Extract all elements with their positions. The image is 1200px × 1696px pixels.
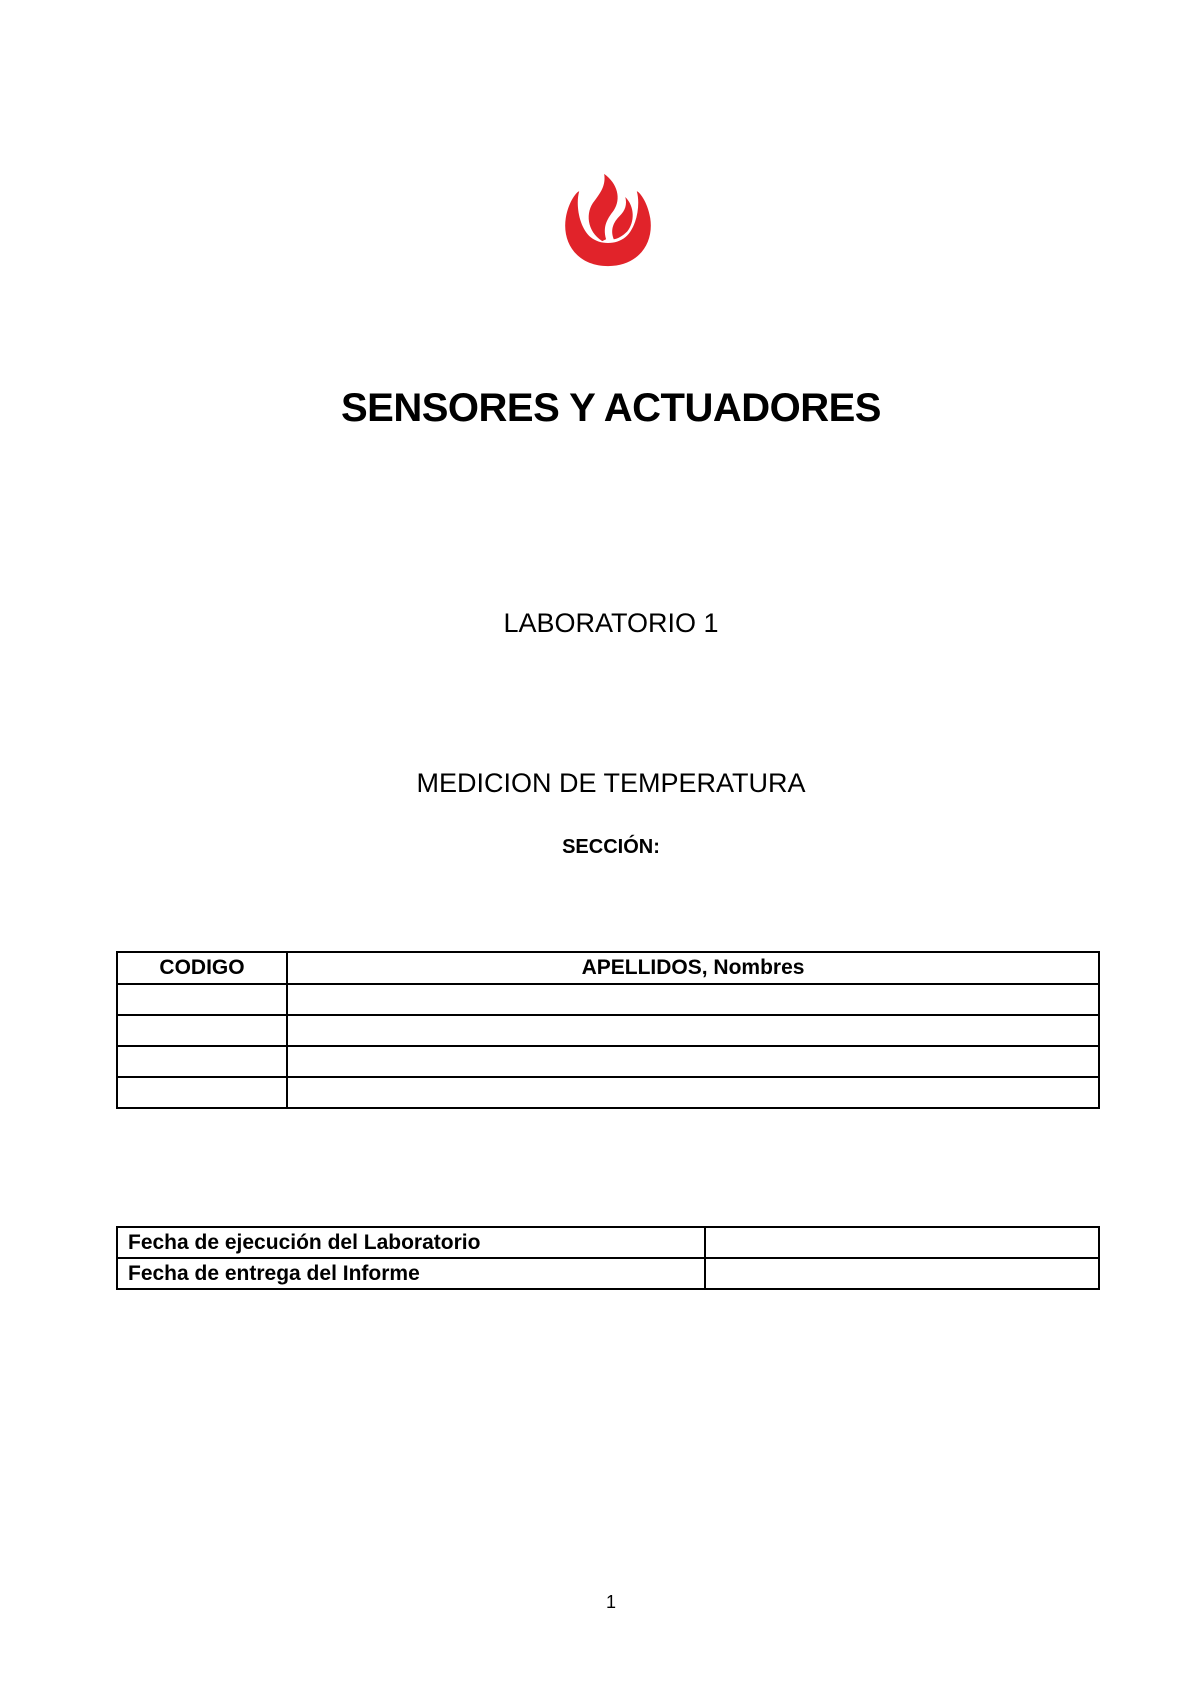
delivery-date-label: Fecha de entrega del Informe xyxy=(117,1258,705,1289)
execution-date-label: Fecha de ejecución del Laboratorio xyxy=(117,1227,705,1258)
university-logo-icon xyxy=(560,172,656,268)
table-row xyxy=(117,1015,1099,1046)
lab-topic: MEDICION DE TEMPERATURA xyxy=(416,768,806,798)
dates-table xyxy=(116,1226,1100,1290)
table-header-row xyxy=(117,952,1099,984)
delivery-date-value[interactable] xyxy=(705,1258,1099,1289)
page-number: 1 xyxy=(605,1592,616,1612)
student-name-cell[interactable] xyxy=(287,984,1099,1015)
header-code: CODIGO xyxy=(117,952,287,984)
table-row xyxy=(117,1258,1099,1289)
document-title: SENSORES Y ACTUADORES xyxy=(341,386,881,430)
student-name-cell[interactable] xyxy=(287,1015,1099,1046)
lab-number: LABORATORIO 1 xyxy=(503,608,719,638)
student-code-cell[interactable] xyxy=(117,1077,287,1108)
student-name-cell[interactable] xyxy=(287,1077,1099,1108)
student-code-cell[interactable] xyxy=(117,1046,287,1077)
table-row xyxy=(117,1046,1099,1077)
table-row xyxy=(117,1227,1099,1258)
student-code-cell[interactable] xyxy=(117,984,287,1015)
student-code-cell[interactable] xyxy=(117,1015,287,1046)
section-label: SECCIÓN: xyxy=(562,836,660,858)
students-table xyxy=(116,951,1100,1109)
header-names: APELLIDOS, Nombres xyxy=(287,952,1099,984)
table-row xyxy=(117,1077,1099,1108)
student-name-cell[interactable] xyxy=(287,1046,1099,1077)
execution-date-value[interactable] xyxy=(705,1227,1099,1258)
table-row xyxy=(117,984,1099,1015)
